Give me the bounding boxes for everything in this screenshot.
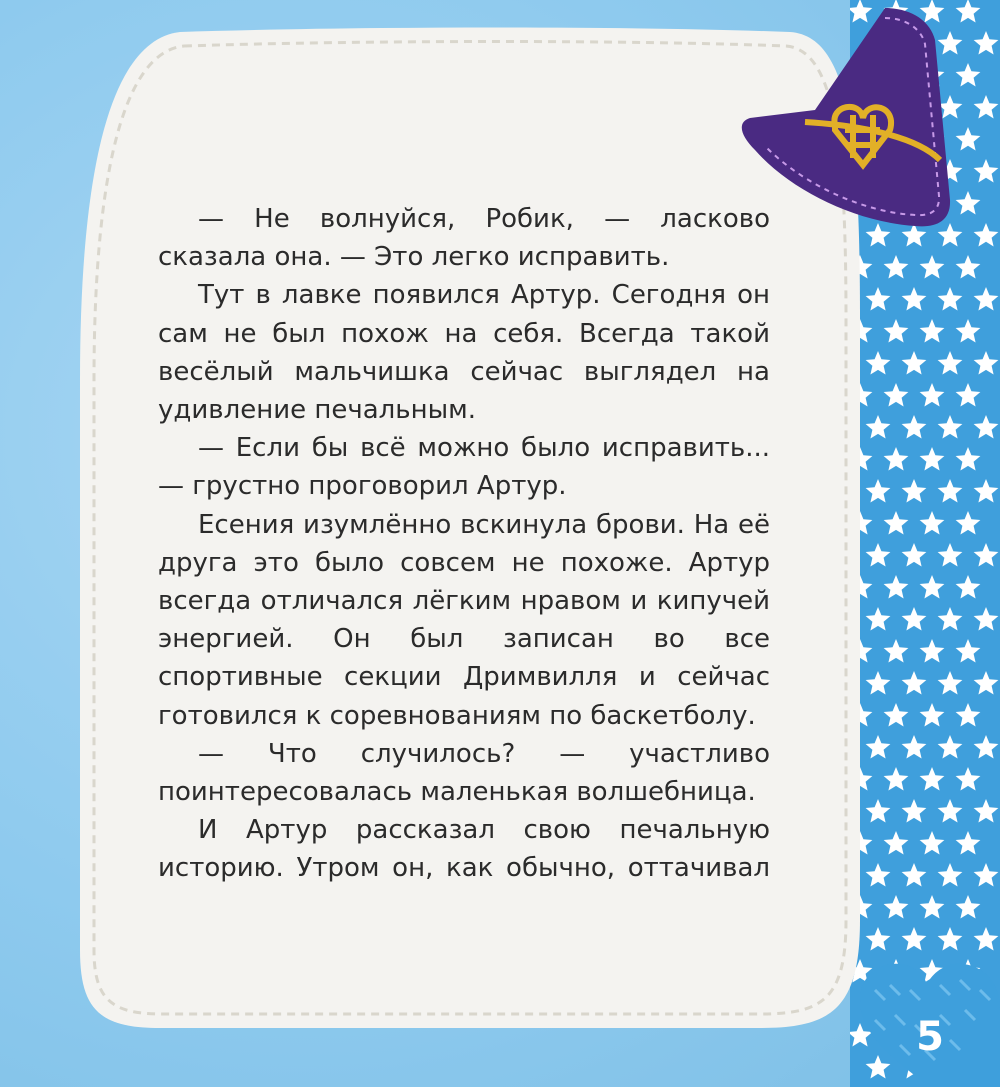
- page-number: 5: [916, 1014, 944, 1060]
- paragraph-2: Тут в лавке появился Артур. Сегодня он сам не был похож на себя. Всегда такой весёлый мальчишка сейчас выглядел на удивление печальным.: [158, 280, 770, 426]
- story-text: [158, 200, 770, 888]
- paragraph-4: Есения изумлённо вскинула брови. На её друга это было совсем не похоже. Артур всегда отличался лёгким нравом и кипучей энергией. Он был записан во все спортивные секции Дримвилля и сейчас готовился к соревнованиям по баскетболу.: [158, 509, 770, 731]
- paragraph-6: И Артур рассказал свою печальную историю. Утром он, как обычно, оттачивал: [158, 815, 770, 884]
- paragraph-1: — Не волнуйся, Робик, — ласково сказала она. — Это легко исправить.: [158, 204, 770, 273]
- paragraph-5: — Что случилось? — участливо поинтересовалась маленькая волшебница.: [158, 738, 770, 808]
- paragraph-3: — Если бы всё можно было исправить... — грустно проговорил Артур.: [158, 433, 770, 502]
